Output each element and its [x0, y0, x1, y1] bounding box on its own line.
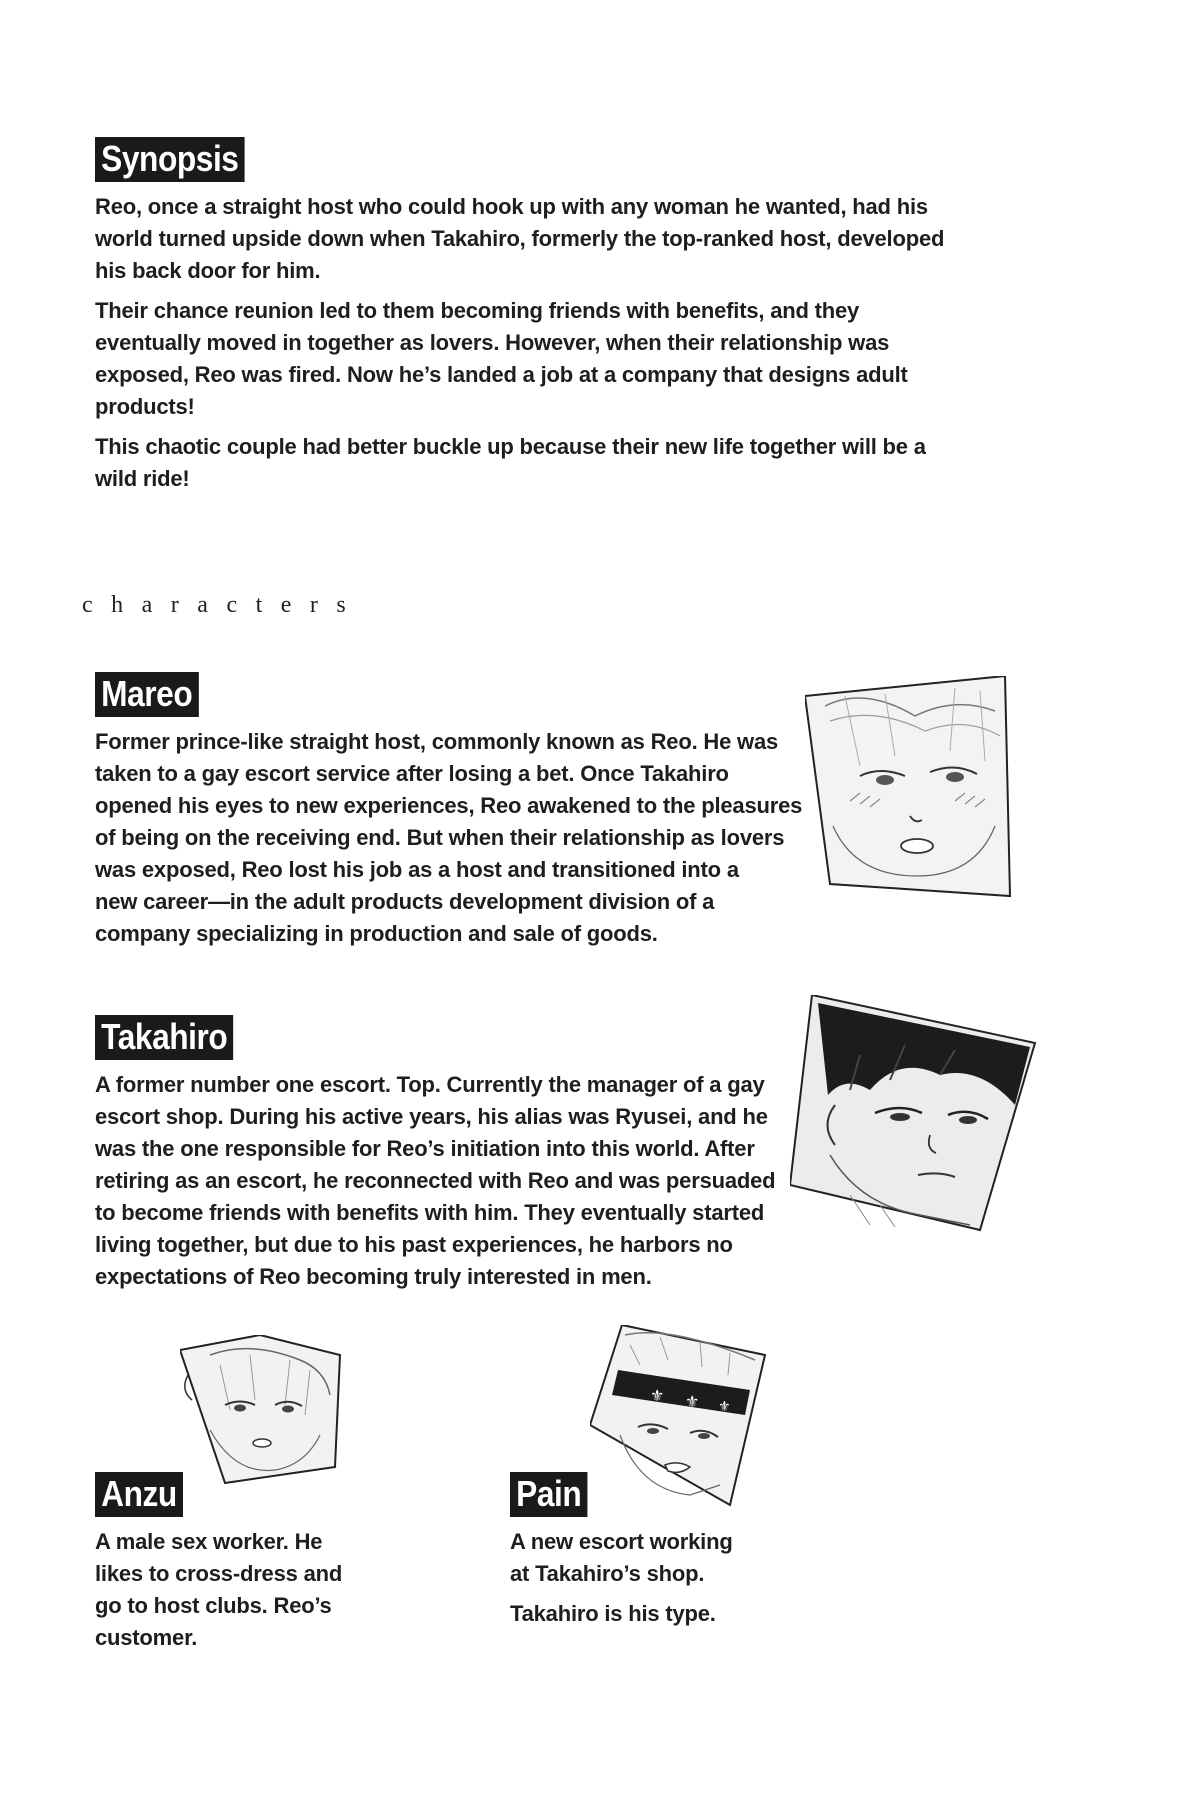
- svg-text:⚜: ⚜: [650, 1386, 665, 1405]
- synopsis-paragraph: Their chance reunion led to them becoming friends with benefits, and they eventually moved in together as lovers. However, when their relationship was exposed, Reo was fired. Now he’s landed a job at a company that designs adult products!: [95, 298, 908, 419]
- pain-portrait-icon: [590, 1325, 770, 1510]
- character-desc-pain: [510, 1526, 830, 1638]
- anzu-portrait-icon: [180, 1335, 345, 1485]
- synopsis-heading: Synopsis: [95, 137, 245, 182]
- character-desc-mareo: [95, 726, 815, 958]
- character-paragraph: Takahiro is his type.: [510, 1601, 716, 1626]
- synopsis-paragraph: Reo, once a straight host who could hook up with any woman he wanted, had his world turned upside down when Takahiro, formerly the top-ranked host, developed his back door for him.: [95, 194, 945, 283]
- character-paragraph: A former number one escort. Top. Currently the manager of a gay escort shop. During his active years, his alias was Ryusei, and he was the one responsible for Reo’s initiation into this world. After retiring as an escort, he reconnected with Reo and was persuaded to become friends with benefits with him. They eventually started living together, but due to his past experiences, he harbors no expectations of Reo becoming truly interested in men.: [95, 1072, 776, 1289]
- takahiro-portrait-icon: [790, 995, 1040, 1235]
- character-name-pain: Pain: [510, 1472, 587, 1517]
- synopsis-paragraph: This chaotic couple had better buckle up because their new life together will be a wild ride!: [95, 434, 926, 491]
- svg-text:⚜: ⚜: [685, 1392, 700, 1411]
- character-paragraph: A male sex worker. He likes to cross-dress and go to host clubs. Reo’s customer.: [95, 1529, 343, 1650]
- mareo-portrait-icon: [805, 676, 1020, 901]
- character-desc-takahiro: [95, 1069, 815, 1301]
- character-name-anzu: Anzu: [95, 1472, 183, 1517]
- character-name-mareo: Mareo: [95, 672, 198, 717]
- character-paragraph: Former prince-like straight host, commonly known as Reo. He was taken to a gay escort service after losing a bet. Once Takahiro opened his eyes to new experiences, Reo awakened to the pleasures of being on the receiving end. But when their relationship as lovers was exposed, Reo lost his job as a host and transitioned into a new career—in the adult products development division of a company specializing in production and sale of goods.: [95, 729, 803, 946]
- synopsis-body: [95, 191, 955, 503]
- svg-text:⚜: ⚜: [718, 1399, 731, 1415]
- characters-heading: characters: [82, 592, 365, 618]
- character-paragraph: A new escort working at Takahiro’s shop.: [510, 1529, 733, 1586]
- character-name-takahiro: Takahiro: [95, 1015, 233, 1060]
- character-desc-anzu: [95, 1526, 395, 1662]
